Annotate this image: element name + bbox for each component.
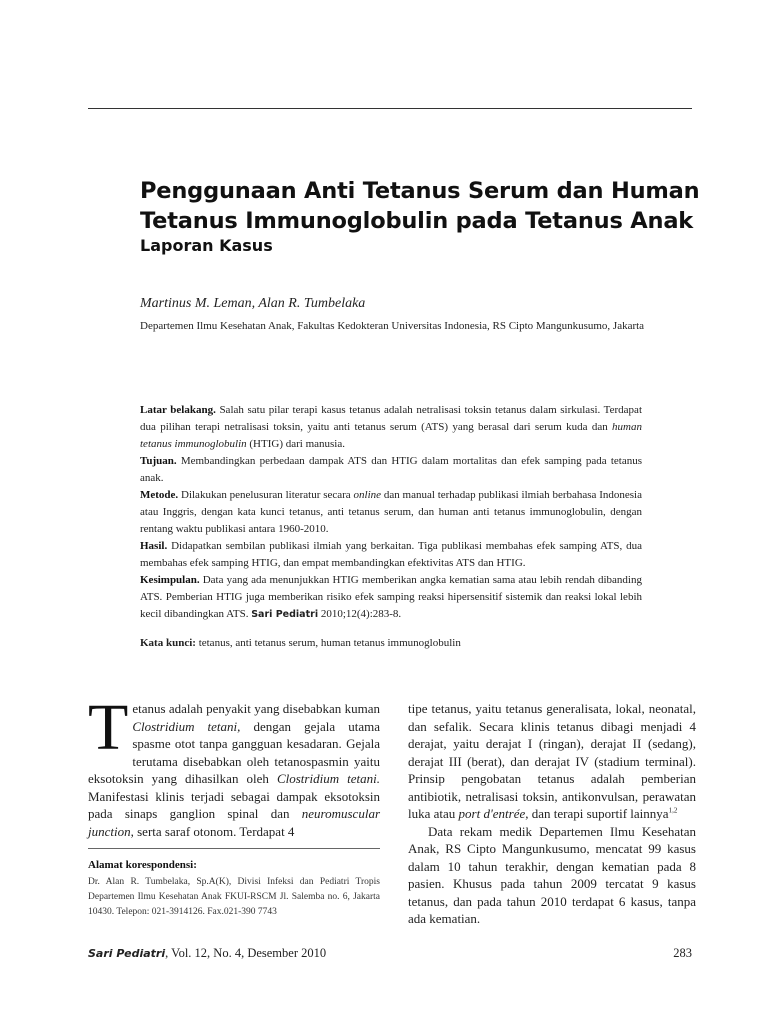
page-number: 283 [673, 946, 692, 960]
abstract-method [140, 487, 642, 538]
correspondence-rule [88, 848, 380, 849]
affiliation: Departemen Ilmu Kesehatan Anak, Fakultas Kedokteran Universitas Indonesia, RS Cipto Mangunkusumo, Jakarta [140, 320, 645, 332]
abstract-journal-name: Sari Pediatri [251, 609, 319, 620]
header-rule [88, 108, 692, 109]
abstract-objective [140, 453, 642, 487]
abstract [140, 402, 642, 623]
reference-marker: 1,2 [668, 806, 678, 815]
abstract-conclusion-label: Kesimpulan. [140, 574, 200, 586]
title-block [140, 176, 700, 256]
abstract-objective-label: Tujuan. [140, 455, 177, 467]
keywords [140, 637, 650, 649]
abstract-results-text: Didapatkan sembilan publikasi ilmiah yang berkaitan. Tiga publikasi membahas efek samping ATS, dua membahas efek samping HTIG, dan empat membandingkan efektivitas ATS dan HTIG. [140, 540, 642, 569]
abstract-background-text: Salah satu pilar terapi kasus tetanus adalah netralisasi toksin tetanus dalam sirkulasi. Terdapat dua pilihan terapi netralisasi toksin, yaitu anti tetanus serum (ATS) yang berasal dari serum kuda dan [140, 404, 642, 433]
body-emphasis: neuromuscular junction [88, 806, 381, 839]
abstract-method-text-2: dan manual terhadap publikasi ilmiah berbahasa Indonesia atau Inggris, dengan kata kunci tetanus, anti tetanus serum, dan human anti tetanus immunoglobulin, dengan rentang waktu publikasi antara 1960-2010. [140, 489, 642, 535]
abstract-method-label: Metode. [140, 489, 179, 501]
body-text: Manifestasi klinis terjadi sebagai dampak eksotoksin pada sinaps ganglion spinal dan [88, 788, 380, 821]
body-text: tipe tetanus, yaitu tetanus generalisata, lokal, neonatal, dan sefalik. Secara klinis tetanus dibagi menjadi 4 derajat, yaitu derajat I (ringan), derajat II (sedang), derajat III (berat), dan derajat IV (stadium terminal). Prinsip pengobatan tetanus adalah pemberian antibiotik, netralisasi toksin, antikonvulsan, perawatan luka atau [408, 701, 696, 821]
body-text: dengan gejala utama spasme otot tanpa gangguan kesadaran. Gejala terutama disebabkan oleh tetanospasmin yaitu eksotoksin yang dihasilkan oleh [88, 718, 381, 786]
correspondence-title: Alamat korespondensi: [88, 859, 197, 871]
abstract-background-emphasis: human tetanus immunoglobulin [140, 421, 642, 450]
abstract-background-text-2: (HTIG) dari manusia. [249, 438, 345, 450]
body-paragraph [408, 700, 696, 823]
abstract-results [140, 538, 642, 572]
body-emphasis: Clostridium tetani. [276, 771, 380, 786]
article-title-line-1: Penggunaan Anti Tetanus Serum dan Human [140, 178, 700, 204]
body-text: etanus adalah penyakit yang disebabkan kuman [132, 701, 380, 716]
abstract-method-text: Dilakukan penelusuran literatur secara [181, 489, 351, 501]
abstract-results-label: Hasil. [140, 540, 168, 552]
abstract-background-label: Latar belakang. [140, 404, 216, 416]
keywords-label: Kata kunci: [140, 637, 196, 649]
body-paragraph [88, 691, 381, 840]
body-text: , serta saraf otonom. Terdapat 4 [130, 823, 295, 839]
abstract-objective-text: Membandingkan perbedaan dampak ATS dan HTIG dalam mortalitas dan efek samping pada tetanus anak. [140, 455, 643, 484]
keywords-text: tetanus, anti tetanus serum, human tetanus immunoglobulin [198, 637, 461, 649]
abstract-background [140, 402, 642, 453]
abstract-method-emphasis: online [353, 489, 382, 501]
body-emphasis: port d'entrée [458, 806, 526, 821]
article-subtitle: Laporan Kasus [140, 236, 273, 255]
abstract-conclusion [140, 572, 642, 623]
body-emphasis: Clostridium tetani, [132, 718, 241, 734]
body-paragraph: Data rekam medik Departemen Ilmu Kesehatan Anak, RS Cipto Mangunkusumo, mencatat 99 kasus dalam 10 tahun terakhir, dengan kematian pada 8 pasien. Khusus pada tahun 2009 tercatat 9 kasus tetanus, dan pada tahun 2010 terdapat 6 kasus, tanpa ada kematian. [408, 823, 696, 926]
correspondence [88, 858, 380, 920]
authors: Martinus M. Leman, Alan R. Tumbelaka [140, 296, 366, 311]
correspondence-text: Dr. Alan R. Tumbelaka, Sp.A(K), Divisi Infeksi dan Pediatri Tropis Departemen Ilmu Kesehatan Anak FKUI-RSCM Jl. Salemba no. 6, Jakarta 10430. Telepon: 021-3914126. Fax.021-390 7743 [88, 877, 380, 917]
body-column-right [408, 700, 696, 928]
drop-cap: T [88, 691, 129, 764]
page-footer [88, 946, 692, 961]
footer-journal-name: Sari Pediatri [88, 947, 166, 960]
body-text: , dan terapi suportif lainnya [525, 806, 669, 821]
article-title-line-2: Tetanus Immunoglobulin pada Tetanus Anak [140, 208, 694, 234]
abstract-citation: 2010;12(4):283-8. [320, 608, 402, 620]
body-column-left [88, 691, 381, 840]
abstract-conclusion-text: Data yang ada menunjukkan HTIG memberikan angka kematian sama atau lebih rendah dibanding ATS. Pemberian HTIG juga memberikan risiko efek samping reaksi hipersensitif sistemik dan reaksi lokal lebih kecil dibandingkan ATS. [140, 574, 642, 620]
footer-issue: , Vol. 12, No. 4, Desember 2010 [165, 946, 327, 960]
